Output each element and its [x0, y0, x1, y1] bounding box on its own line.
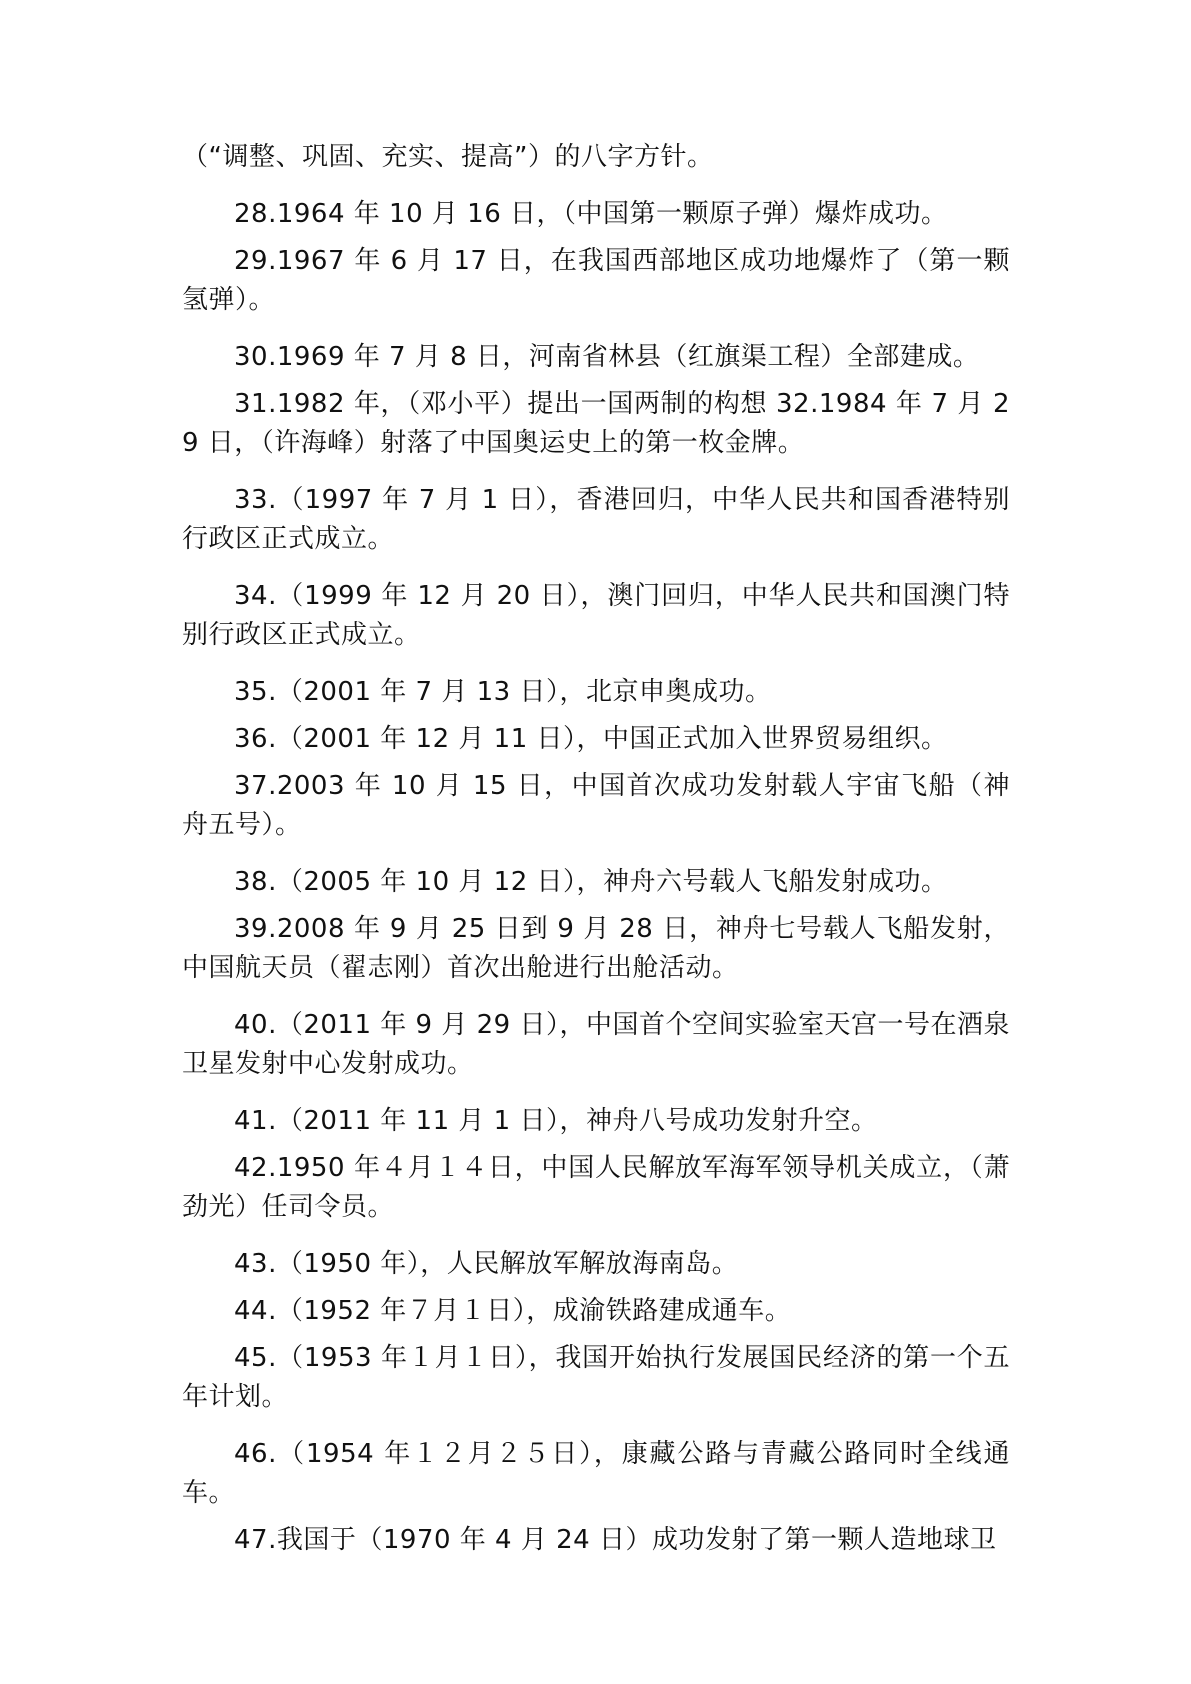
paragraph-37: 37.2003 年 10 月 15 日，中国首次成功发射载人宇宙飞船（神舟五号）。 — [182, 771, 1010, 840]
paragraph-40: 40.（2011 年 9 月 29 日），中国首个空间实验室天宫一号在酒泉卫星发射中心发射成功。 — [182, 1010, 1010, 1079]
paragraph-47: 47.我国于（1970 年 4 月 24 日）成功发射了第一颗人造地球卫 — [234, 1525, 997, 1555]
paragraph-36: 36.（2001 年 12 月 11 日），中国正式加入世界贸易组织。 — [234, 724, 948, 754]
paragraph-33: 33.（1997 年 7 月 1 日），香港回归，中华人民共和国香港特别行政区正式成立。 — [182, 485, 1010, 554]
paragraph-45: 45.（1953 年１月１日），我国开始执行发展国民经济的第一个五年计划。 — [182, 1343, 1010, 1412]
paragraph-42: 42.1950 年４月１４日，中国人民解放军海军领导机关成立，（萧劲光）任司令员。 — [182, 1153, 1010, 1222]
paragraph-34: 34.（1999 年 12 月 20 日），澳门回归，中华人民共和国澳门特别行政区正式成立。 — [182, 581, 1010, 650]
paragraph-41: 41.（2011 年 11 月 1 日），神舟八号成功发射升空。 — [234, 1106, 878, 1136]
document-body — [182, 138, 1010, 1560]
paragraph-28: 28.1964 年 10 月 16 日，（中国第一颗原子弹）爆炸成功。 — [234, 199, 948, 229]
paragraph-43: 43.（1950 年），人民解放军解放海南岛。 — [234, 1249, 739, 1279]
paragraph-46: 46.（1954 年１２月２５日），康藏公路与青藏公路同时全线通车。 — [182, 1439, 1010, 1508]
paragraph-38: 38.（2005 年 10 月 12 日），神舟六号载人飞船发射成功。 — [234, 867, 948, 897]
paragraph-39: 39.2008 年 9 月 25 日到 9 月 28 日，神舟七号载人飞船发射，中国航天员（翟志刚）首次出舱进行出舱活动。 — [182, 914, 1010, 983]
paragraph-30: 30.1969 年 7 月 8 日，河南省林县（红旗渠工程）全部建成。 — [234, 342, 980, 372]
paragraph-44: 44.（1952 年７月１日），成渝铁路建成通车。 — [234, 1296, 792, 1326]
paragraph-31-32: 31.1982 年，（邓小平）提出一国两制的构想 32.1984 年 7 月 29 日，（许海峰）射落了中国奥运史上的第一枚金牌。 — [182, 389, 1010, 458]
paragraph-27-continuation: （“调整、巩固、充实、提高”）的八字方针。 — [182, 142, 714, 172]
paragraph-29: 29.1967 年 6 月 17 日，在我国西部地区成功地爆炸了（第一颗氢弹）。 — [182, 246, 1010, 315]
paragraph-35: 35.（2001 年 7 月 13 日），北京申奥成功。 — [234, 677, 772, 707]
